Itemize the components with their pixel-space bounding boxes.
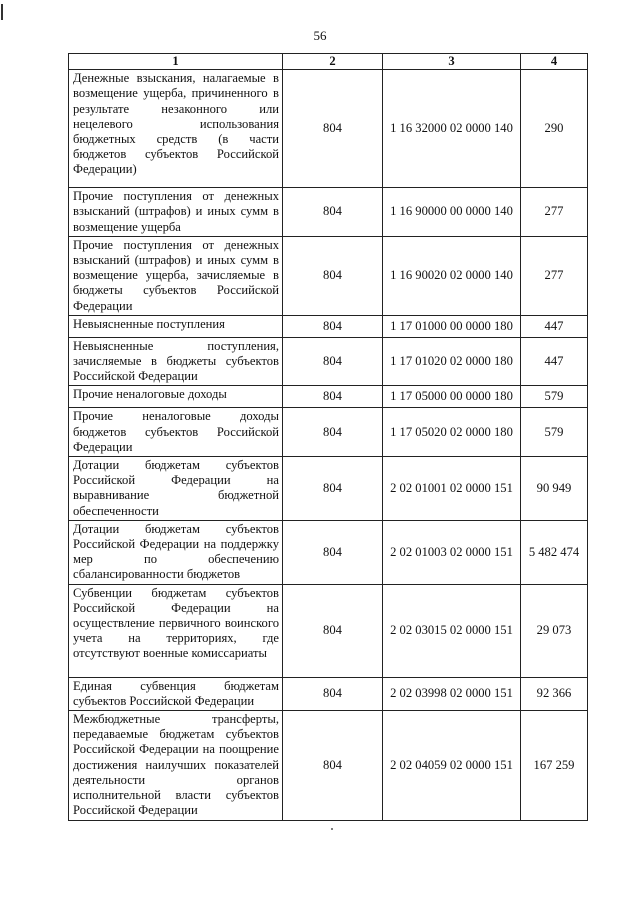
row-sum: 92 366 bbox=[521, 677, 588, 710]
row-name: Субвенции бюджетам субъектов Российской Федерации на осуществление первичного воинского учета на территориях, где отсутствуют военные комиссариаты bbox=[69, 584, 283, 677]
row-name: Прочие неналоговые доходы bbox=[69, 386, 283, 408]
row-code: 804 bbox=[283, 457, 383, 521]
row-name: Межбюджетные трансферты, передаваемые бюджетам субъектов Российской Федерации на поощрение достижения наилучших показателей деятельности органов исполнительной власти субъектов Российской Федерации bbox=[69, 711, 283, 820]
row-sum: 90 949 bbox=[521, 457, 588, 521]
row-code: 804 bbox=[283, 520, 383, 584]
revenue-table-container bbox=[68, 53, 587, 821]
table-row bbox=[69, 236, 588, 315]
row-name: Невыясненные поступления, зачисляемые в бюджеты субъектов Российской Федерации bbox=[69, 337, 283, 386]
row-kbk: 2 02 01001 02 0000 151 bbox=[383, 457, 521, 521]
row-code: 804 bbox=[283, 337, 383, 386]
row-sum: 447 bbox=[521, 315, 588, 337]
row-name: Прочие поступления от денежных взысканий (штрафов) и иных сумм в возмещение ущерба, зачисляемые в бюджеты субъектов Российской Федерации bbox=[69, 236, 283, 315]
header-col-3: 3 bbox=[383, 54, 521, 70]
row-code: 804 bbox=[283, 408, 383, 457]
row-code: 804 bbox=[283, 584, 383, 677]
table-row bbox=[69, 337, 588, 386]
row-name: Дотации бюджетам субъектов Российской Федерации на выравнивание бюджетной обеспеченности bbox=[69, 457, 283, 521]
row-code: 804 bbox=[283, 677, 383, 710]
table-row bbox=[69, 315, 588, 337]
row-sum: 290 bbox=[521, 70, 588, 188]
row-sum: 447 bbox=[521, 337, 588, 386]
table-row bbox=[69, 386, 588, 408]
row-sum: 167 259 bbox=[521, 711, 588, 820]
row-name: Прочие неналоговые доходы бюджетов субъектов Российской Федерации bbox=[69, 408, 283, 457]
row-kbk: 1 16 90020 02 0000 140 bbox=[383, 236, 521, 315]
row-sum: 277 bbox=[521, 188, 588, 237]
row-name: Прочие поступления от денежных взысканий (штрафов) и иных сумм в возмещение ущерба bbox=[69, 188, 283, 237]
row-kbk: 2 02 04059 02 0000 151 bbox=[383, 711, 521, 820]
table-row bbox=[69, 520, 588, 584]
row-kbk: 1 17 01000 00 0000 180 bbox=[383, 315, 521, 337]
row-sum: 29 073 bbox=[521, 584, 588, 677]
row-kbk: 1 17 05020 02 0000 180 bbox=[383, 408, 521, 457]
row-sum: 579 bbox=[521, 408, 588, 457]
row-name: Денежные взыскания, налагаемые в возмещение ущерба, причиненного в результате незаконного или нецелевого использования бюджетных средств (в части бюджетов субъектов Российской Федерации) bbox=[69, 70, 283, 188]
row-kbk: 1 17 05000 00 0000 180 bbox=[383, 386, 521, 408]
revenue-table bbox=[68, 53, 588, 821]
row-kbk: 2 02 01003 02 0000 151 bbox=[383, 520, 521, 584]
row-kbk: 2 02 03015 02 0000 151 bbox=[383, 584, 521, 677]
header-col-4: 4 bbox=[521, 54, 588, 70]
table-row bbox=[69, 408, 588, 457]
table-header-row bbox=[69, 54, 588, 70]
table-row bbox=[69, 188, 588, 237]
table-row bbox=[69, 711, 588, 820]
header-col-2: 2 bbox=[283, 54, 383, 70]
row-name: Дотации бюджетам субъектов Российской Федерации на поддержку мер по обеспечению сбалансированности бюджетов bbox=[69, 520, 283, 584]
row-code: 804 bbox=[283, 315, 383, 337]
row-name: Единая субвенция бюджетам субъектов Российской Федерации bbox=[69, 677, 283, 710]
row-kbk: 2 02 03998 02 0000 151 bbox=[383, 677, 521, 710]
margin-mark bbox=[1, 4, 3, 20]
scan-speck bbox=[331, 828, 333, 830]
row-sum: 277 bbox=[521, 236, 588, 315]
row-name: Невыясненные поступления bbox=[69, 315, 283, 337]
row-kbk: 1 16 90000 00 0000 140 bbox=[383, 188, 521, 237]
row-kbk: 1 16 32000 02 0000 140 bbox=[383, 70, 521, 188]
table-row bbox=[69, 584, 588, 677]
table-row bbox=[69, 70, 588, 188]
row-code: 804 bbox=[283, 188, 383, 237]
row-sum: 5 482 474 bbox=[521, 520, 588, 584]
row-code: 804 bbox=[283, 70, 383, 188]
row-code: 804 bbox=[283, 386, 383, 408]
row-sum: 579 bbox=[521, 386, 588, 408]
row-code: 804 bbox=[283, 236, 383, 315]
header-col-1: 1 bbox=[69, 54, 283, 70]
table-row bbox=[69, 457, 588, 521]
row-kbk: 1 17 01020 02 0000 180 bbox=[383, 337, 521, 386]
table-row bbox=[69, 677, 588, 710]
row-code: 804 bbox=[283, 711, 383, 820]
page-number: 56 bbox=[313, 28, 327, 43]
